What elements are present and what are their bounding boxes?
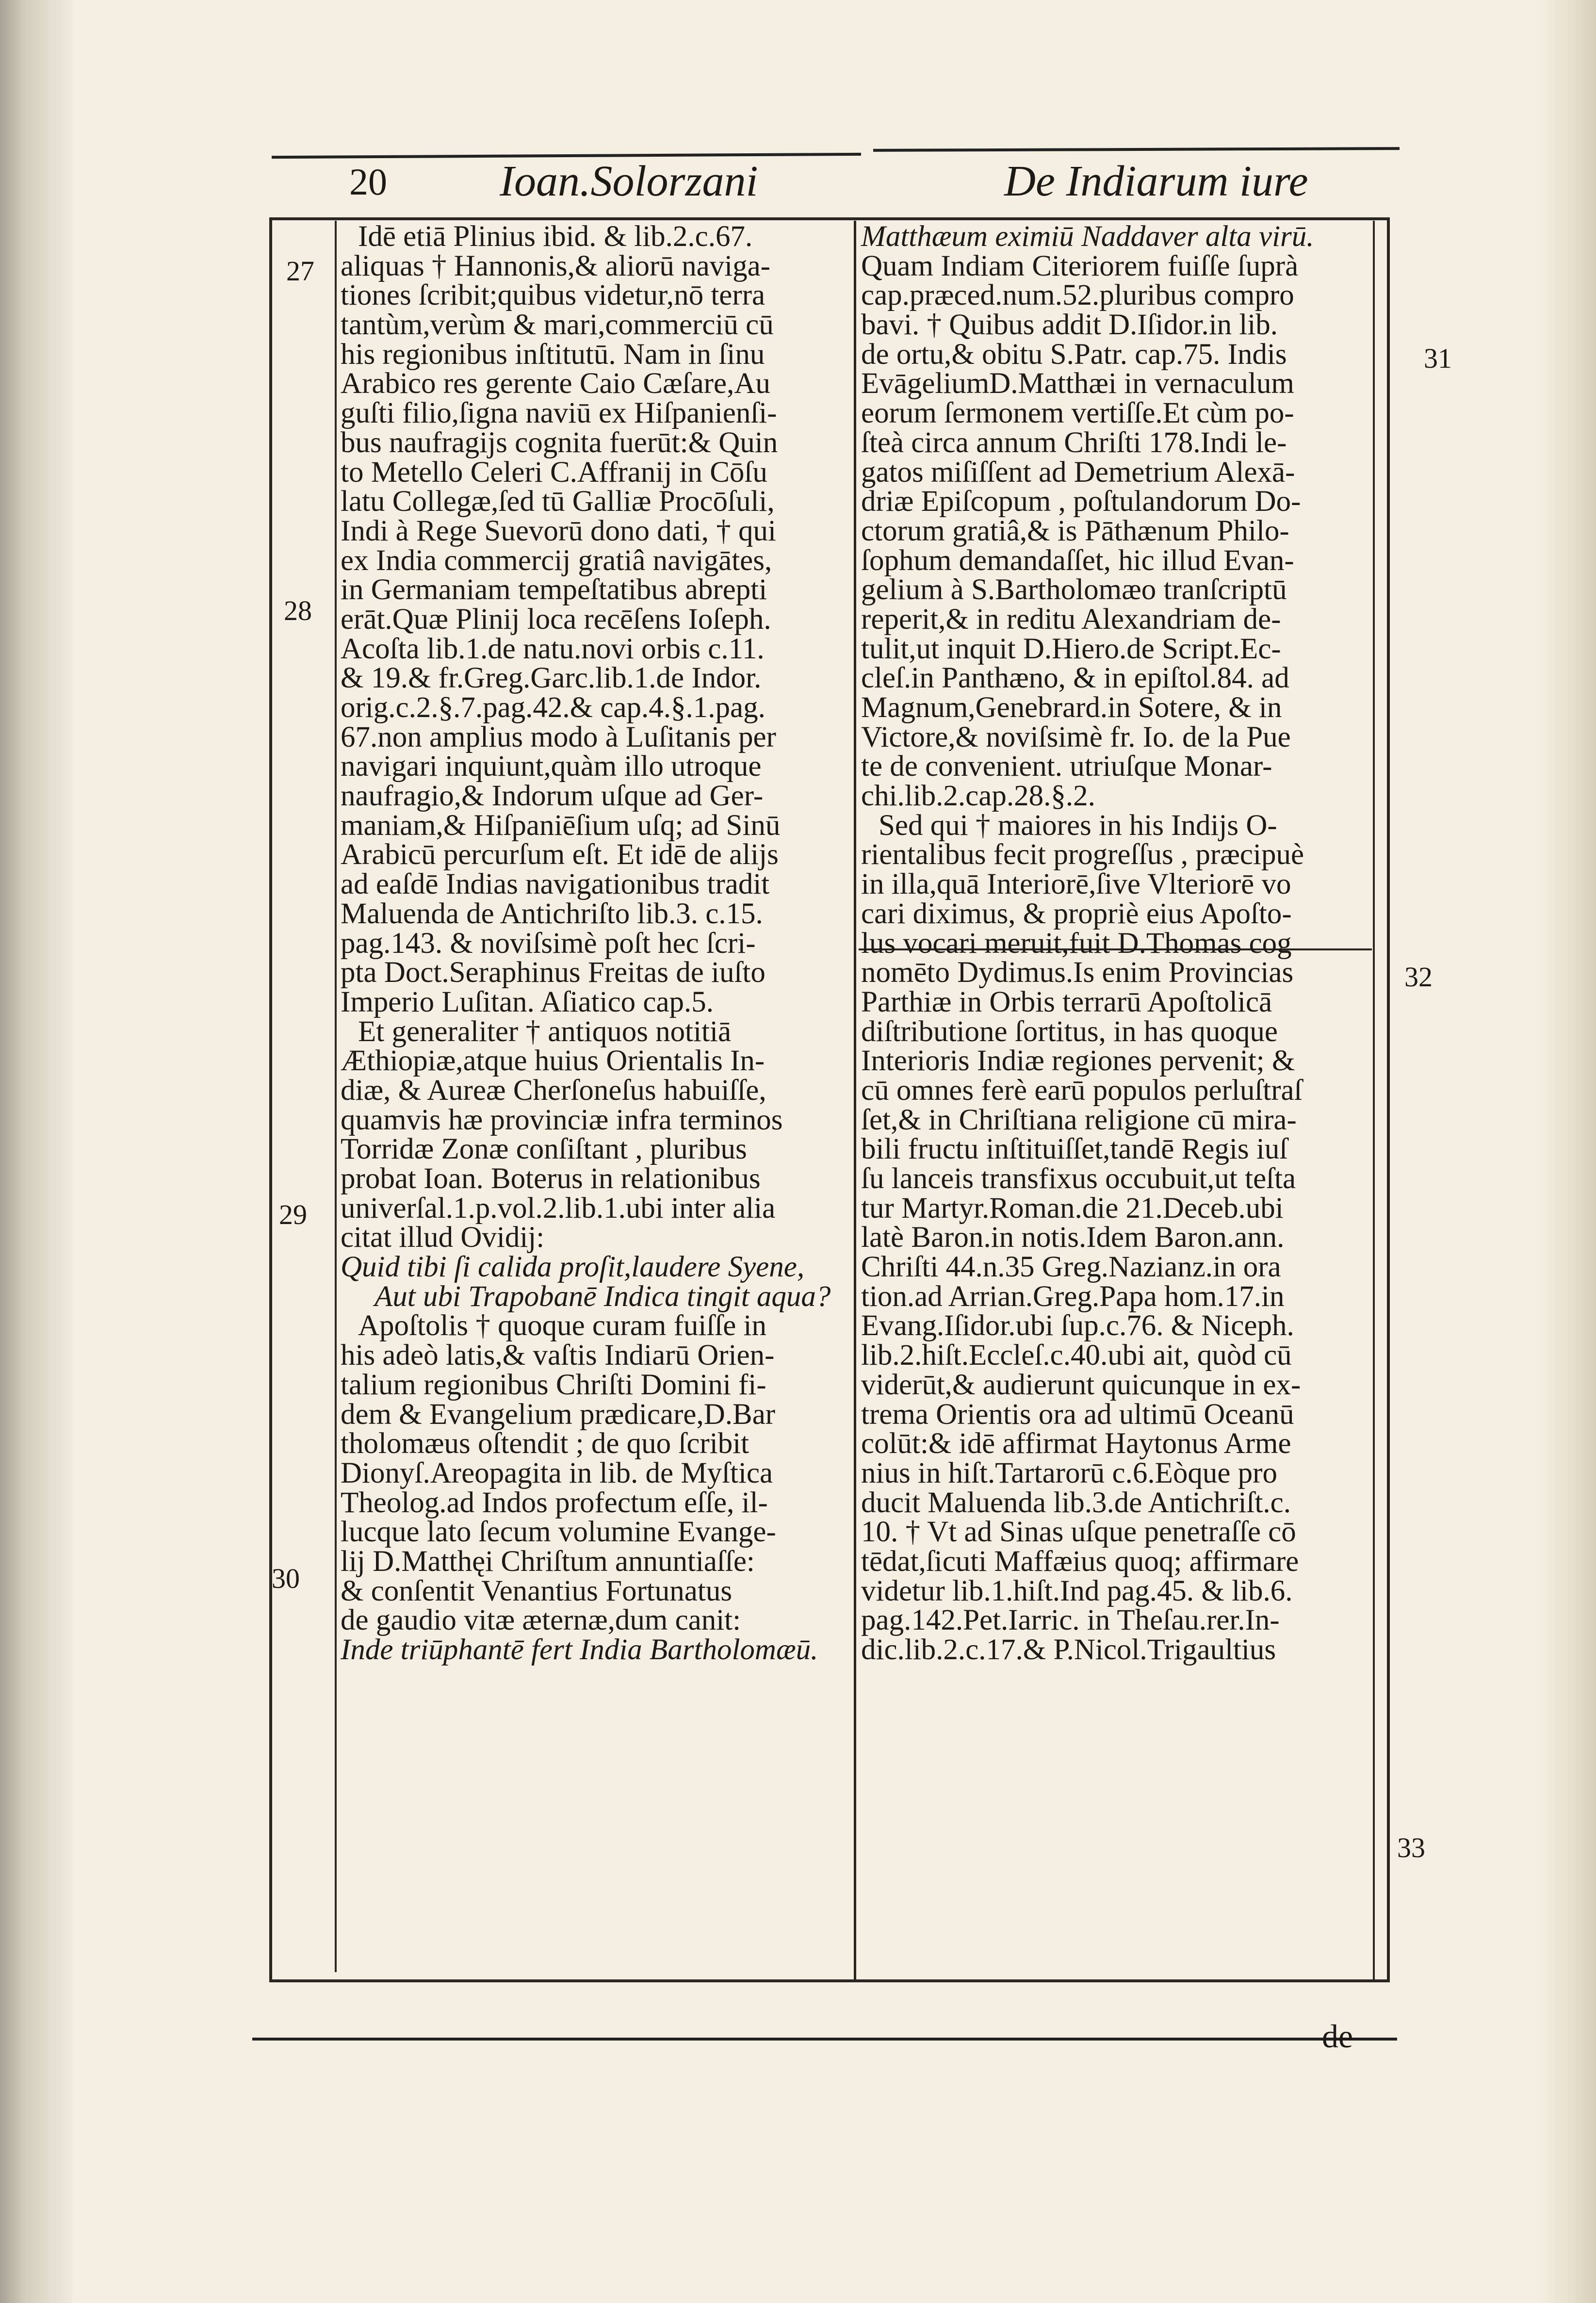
text-line: nomēto Dydimus.Is enim Provincias: [861, 956, 1294, 989]
text-line: tulit,ut inquit D.Hiero.de Script.Ec-: [861, 632, 1281, 665]
text-line: EvāgeliumD.Matthæi in vernaculum: [861, 367, 1294, 400]
text-line: tiones ſcribit;quibus videtur,nō terra: [341, 279, 765, 312]
text-line: lib.2.hiſt.Eccleſ.c.40.ubi ait, quòd cū: [861, 1339, 1292, 1372]
text-line: videtur lib.1.hiſt.Ind pag.45. & lib.6.: [861, 1574, 1293, 1607]
text-line: te de convenient. utriuſque Monar-: [861, 750, 1272, 783]
text-line: pag.142.Pet.Iarric. in Theſau.rer.In-: [861, 1604, 1280, 1637]
text-line: cap.præced.num.52.pluribus compro: [861, 279, 1294, 312]
text-line: lus vocari meruit,fuit D.Thomas cog: [861, 927, 1292, 960]
text-line: ad eaſdē Indias navigationibus tradit: [341, 868, 770, 901]
text-line: dic.lib.2.c.17.& P.Nicol.Trigaultius: [861, 1633, 1276, 1666]
text-line: gelium à S.Bartholomæo tranſcriptū: [861, 573, 1287, 606]
text-line: & 19.& fr.Greg.Garc.lib.1.de Indor.: [341, 662, 762, 695]
text-line: ſteà circa annum Chriſti 178.Indi le-: [861, 426, 1287, 459]
text-line: quamvis hæ provinciæ infra terminos: [341, 1103, 783, 1136]
text-line: Torridæ Zonæ conſiſtant , pluribus: [341, 1133, 747, 1166]
text-line: Magnum,Genebrard.in Sotere, & in: [861, 691, 1282, 724]
text-line: Æthiopiæ,atque huius Orientalis In-: [341, 1045, 765, 1078]
footer-rule: [252, 2038, 1397, 2041]
text-line: chi.lib.2.cap.28.§.2.: [861, 780, 1095, 813]
frame-inner-left-rule: [335, 221, 337, 1972]
text-line: navigari inquiunt,quàm illo utroque: [341, 750, 762, 783]
text-line: univerſal.1.p.vol.2.lib.1.ubi inter alia: [341, 1192, 776, 1225]
text-line: trema Orientis ora ad ultimū Oceanū: [861, 1398, 1294, 1431]
text-line: de ortu,& obitu S.Patr. cap.75. Indis: [861, 338, 1287, 371]
text-line: latè Baron.in notis.Idem Baron.ann.: [861, 1221, 1285, 1254]
text-line: Arabico res gerente Caio Cæſare,Au: [341, 367, 770, 400]
text-line: Imperio Luſitan. Aſiatico cap.5.: [341, 985, 714, 1018]
margin-number: 29: [279, 1199, 307, 1230]
text-line: lij D.Matthęi Chriſtum annuntiaſſe:: [341, 1545, 755, 1578]
text-line: Acoſta lib.1.de natu.novi orbis c.11.: [341, 632, 765, 665]
text-line: tantùm,verùm & mari,commerciū cū: [341, 309, 774, 342]
verse-line: Matthæum eximiū Naddaver alta virū.: [861, 220, 1314, 253]
text-line: Interioris Indiæ regiones pervenit; &: [861, 1045, 1295, 1078]
text-line: his regionibus inſtitutū. Nam in ſinu: [341, 338, 765, 371]
text-line: Victore,& noviſsimè fr. Io. de la Pue: [861, 720, 1291, 753]
catchword: de: [1322, 2018, 1353, 2055]
margin-number: 30: [272, 1563, 300, 1594]
text-line: & conſentit Venantius Fortunatus: [341, 1574, 733, 1607]
text-line: ducit Maluenda lib.3.de Antichriſt.c.: [861, 1486, 1291, 1519]
text-line: gatos miſiſſent ad Demetrium Alexā-: [861, 456, 1295, 489]
text-line: tēdat,ſicuti Maffæius quoq; affirmare: [861, 1545, 1299, 1578]
margin-number: 28: [284, 595, 312, 626]
verse-line: Aut ubi Trapobanē Indica tingit aqua?: [375, 1280, 831, 1313]
text-line: tur Martyr.Roman.die 21.Deceb.ubi: [861, 1192, 1284, 1225]
text-line: cari diximus, & propriè eius Apoſto-: [861, 897, 1292, 930]
text-line: diæ, & Aureæ Cherſoneſus habuiſſe,: [341, 1074, 766, 1107]
text-line: tholomæus oſtendit ; de quo ſcribit: [341, 1427, 749, 1460]
text-line: Maluenda de Antichriſto lib.3. c.15.: [341, 897, 763, 930]
text-line: ſophum demandaſſet, hic illud Evan-: [861, 544, 1294, 577]
text-line: cū omnes ferè earū populos perluſtraſ: [861, 1074, 1303, 1107]
text-line: 67.non amplius modo à Luſitanis per: [341, 720, 776, 753]
text-line: Chriſti 44.n.35 Greg.Nazianz.in ora: [861, 1251, 1281, 1284]
text-line: bus naufragijs cognita fuerūt:& Quin: [341, 426, 778, 459]
column-divider: [854, 221, 856, 1979]
text-line: cleſ.in Panthæno, & in epiſtol.84. ad: [861, 662, 1289, 695]
text-line: in Germaniam tempeſtatibus abrepti: [341, 573, 767, 606]
text-line: orig.c.2.§.7.pag.42.& cap.4.§.1.pag.: [341, 691, 765, 724]
text-line: pag.143. & noviſsimè poſt hec ſcri-: [341, 927, 756, 960]
text-line: Arabicū percurſum eſt. Et idē de alijs: [341, 838, 779, 871]
right-column: [861, 222, 1370, 1665]
text-line: Evang.Iſidor.ubi ſup.c.76. & Niceph.: [861, 1309, 1294, 1342]
left-column: [341, 222, 850, 1665]
text-line: erāt.Quæ Plinij loca recēſens Ioſeph.: [341, 603, 771, 636]
page-edge: [1538, 0, 1596, 2303]
page-number: 20: [349, 161, 387, 203]
text-line: de gaudio vitæ æternæ,dum canit:: [341, 1604, 741, 1637]
text-line: Theolog.ad Indos profectum eſſe, il-: [341, 1486, 768, 1519]
text-line: ſet,& in Chriſtiana religione cū mira-: [861, 1103, 1297, 1136]
text-line: Parthiæ in Orbis terrarū Apoſtolicā: [861, 985, 1272, 1018]
margin-number: 27: [286, 255, 314, 287]
text-line: bili fructu inſtituiſſet,tandē Regis iuſ: [861, 1133, 1288, 1166]
frame-inner-right-rule: [1373, 221, 1375, 1979]
text-line: citat illud Ovidij:: [341, 1221, 545, 1254]
text-line: Sed qui † maiores in his Indijs O-: [879, 809, 1277, 842]
text-line: latu Collegæ,ſed tū Galliæ Procōſuli,: [341, 485, 775, 518]
text-line: nius in hiſt.Tartarorū c.6.Eòque pro: [861, 1456, 1277, 1489]
header-rule-right: [873, 147, 1400, 152]
text-line: ctorum gratiâ,& is Pāthænum Philo-: [861, 514, 1289, 547]
text-line: maniam,& Hiſpaniēſium uſq; ad Sinū: [341, 809, 781, 842]
text-line: pta Doct.Seraphinus Freitas de iuſto: [341, 956, 765, 989]
text-line: naufragio,& Indorum uſque ad Ger-: [341, 780, 764, 813]
text-line: rientalibus fecit progreſſus , præcipuè: [861, 838, 1304, 871]
text-line: talium regionibus Chriſti Domini fi-: [341, 1368, 766, 1401]
text-line: eorum ſermonem vertiſſe.Et cùm po-: [861, 397, 1294, 430]
verse-line: Quid tibi ſi calida proſit,laudere Syene,: [341, 1251, 805, 1284]
verse-line: Inde triūphantē fert India Bartholomæū.: [341, 1633, 818, 1666]
text-line: Indi à Rege Suevorū dono dati, † qui: [341, 514, 776, 547]
text-line: to Metello Celeri C.Affranij in Cōſu: [341, 456, 767, 489]
text-line: probat Ioan. Boterus in relationibus: [341, 1162, 761, 1195]
text-line: ſu lanceis transfixus occubuit,ut teſta: [861, 1162, 1296, 1195]
text-line: Dionyſ.Areopagita in lib. de Myſtica: [341, 1456, 773, 1489]
text-line: Idē etiā Plinius ibid. & lib.2.c.67.: [358, 220, 753, 253]
margin-number: 31: [1424, 343, 1452, 374]
text-line: dem & Evangelium prædicare,D.Bar: [341, 1398, 776, 1431]
text-line: Quam Indiam Citeriorem fuiſſe ſuprà: [861, 249, 1299, 282]
text-line: his adeò latis,& vaſtis Indiarū Orien-: [341, 1339, 775, 1372]
text-line: colūt:& idē affirmat Haytonus Arme: [861, 1427, 1291, 1460]
text-line: bavi. † Quibus addit D.Iſidor.in lib.: [861, 309, 1278, 342]
text-line: tion.ad Arrian.Greg.Papa hom.17.in: [861, 1280, 1285, 1313]
text-line: aliquas † Hannonis,& aliorū naviga-: [341, 249, 770, 282]
running-head-title: De Indiarum iure: [1004, 157, 1308, 205]
text-line: Et generaliter † antiquos notitiā: [358, 1015, 732, 1048]
text-line: in illa,quā Interiorē,ſive Vlteriorē vo: [861, 868, 1291, 901]
gutter-shadow: [0, 0, 73, 2303]
text-line: ex India commercij gratiâ navigātes,: [341, 544, 772, 577]
text-line: guſti filio,ſigna naviū ex Hiſpanienſi-: [341, 397, 777, 430]
text-line: lucque lato ſecum volumine Evange-: [341, 1516, 776, 1549]
text-line: reperit,& in reditu Alexandriam de-: [861, 603, 1281, 636]
text-line: driæ Epiſcopum , poſtulandorum Do-: [861, 485, 1301, 518]
margin-number: 33: [1397, 1832, 1425, 1863]
text-line: diſtributione ſortitus, in has quoque: [861, 1015, 1278, 1048]
text-line: 10. † Vt ad Sinas uſque penetraſſe cō: [861, 1516, 1296, 1549]
margin-number: 32: [1404, 961, 1433, 993]
text-line: viderūt,& audierunt quicunque in ex-: [861, 1368, 1301, 1401]
text-line: Apoſtolis † quoque curam fuiſſe in: [358, 1309, 766, 1342]
running-head-author: Ioan.Solorzani: [500, 157, 758, 205]
